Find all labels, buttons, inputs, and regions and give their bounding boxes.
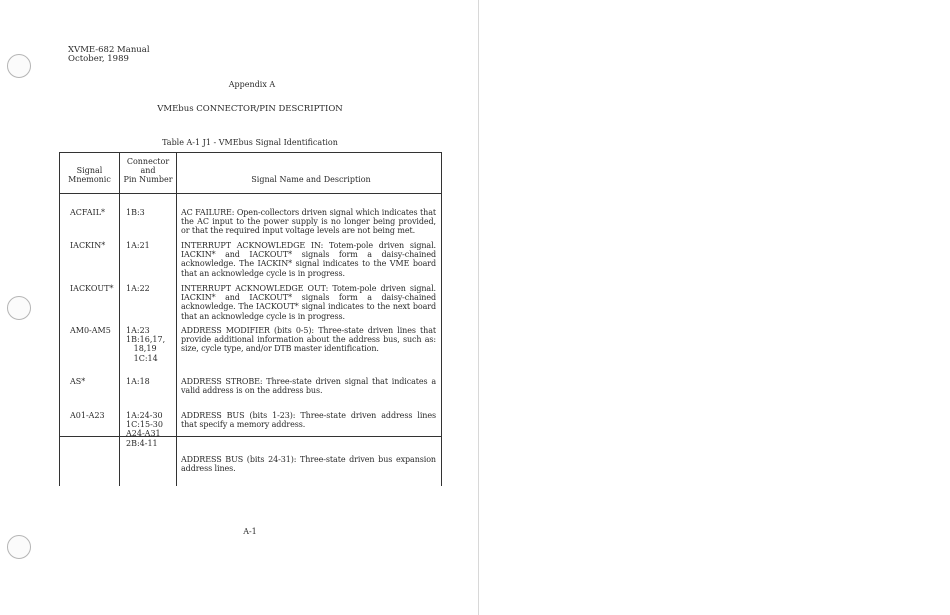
signal-table xyxy=(59,152,442,486)
signal-description: ADDRESS STROBE: Three-state driven signal that indicates a valid address is on the address bus. xyxy=(181,377,436,396)
page-title: VMEbus CONNECTOR/PIN DESCRIPTION xyxy=(157,104,343,114)
appendix-label: Appendix A xyxy=(228,80,276,89)
pin-number: 1A:18 xyxy=(126,377,150,386)
table-caption: Table A-1 J1 - VMEbus Signal Identification xyxy=(162,138,338,147)
pin-number: 1A:23 1B:16,17, 18,19 1C:14 xyxy=(126,326,166,363)
signal-mnemonic: A01-A23 xyxy=(70,411,105,420)
row-divider xyxy=(60,436,441,437)
signal-mnemonic: AS* xyxy=(70,377,86,386)
signal-description: INTERRUPT ACKNOWLEDGE IN: Totem-pole driven signal. IACKIN* and IACKOUT* signals form a daisy-chained acknowledge. The IACKIN* signal indicates to the VME board that an acknowledge cycle is in progress. xyxy=(181,241,436,278)
signal-description: AC FAILURE: Open-collectors driven signal which indicates that the AC input to the power supply is no longer being provided, or that the required input voltage levels are not being met. xyxy=(181,208,436,236)
page-number: A-1 xyxy=(243,527,257,536)
signal-mnemonic: AM0-AM5 xyxy=(70,326,111,335)
signal-mnemonic: IACKOUT* xyxy=(70,284,114,293)
signal-mnemonic: ACFAIL* xyxy=(70,208,106,217)
punch-hole xyxy=(7,54,31,78)
pin-number: 1A:22 xyxy=(126,284,150,293)
signal-description: INTERRUPT ACKNOWLEDGE OUT: Totem-pole driven signal. IACKIN* and IACKOUT* signals form a daisy-chained acknowledge. The IACKOUT* signal indicates to the next board that an acknowledge cycle is in progress. xyxy=(181,284,436,321)
signal-mnemonic: IACKIN* xyxy=(70,241,106,250)
pin-number: 1A:21 xyxy=(126,241,150,250)
page-edge xyxy=(478,0,479,615)
column-header-connector: Connector and Pin Number xyxy=(123,157,173,184)
manual-title: XVME-682 Manual xyxy=(68,45,150,55)
signal-description: ADDRESS BUS (bits 24-31): Three-state driven bus expansion address lines. xyxy=(181,455,436,474)
header-divider xyxy=(60,193,441,194)
signal-description: ADDRESS MODIFIER (bits 0-5): Three-state driven lines that provide additional information about the address bus, such as: size, cycle type, and/or DTB master identification. xyxy=(181,326,436,354)
punch-hole xyxy=(7,296,31,320)
pin-number: 1B:3 xyxy=(126,208,145,217)
manual-date: October, 1989 xyxy=(68,54,129,64)
column-header-description: Signal Name and Description xyxy=(251,175,371,184)
column-header-signal: Signal Mnemonic xyxy=(68,166,111,184)
pin-number: 1A:24-30 1C:15-30 A24-A31 2B:4-11 xyxy=(126,411,163,448)
signal-description: ADDRESS BUS (bits 1-23): Three-state driven address lines that specify a memory address. xyxy=(181,411,436,430)
punch-hole xyxy=(7,535,31,559)
